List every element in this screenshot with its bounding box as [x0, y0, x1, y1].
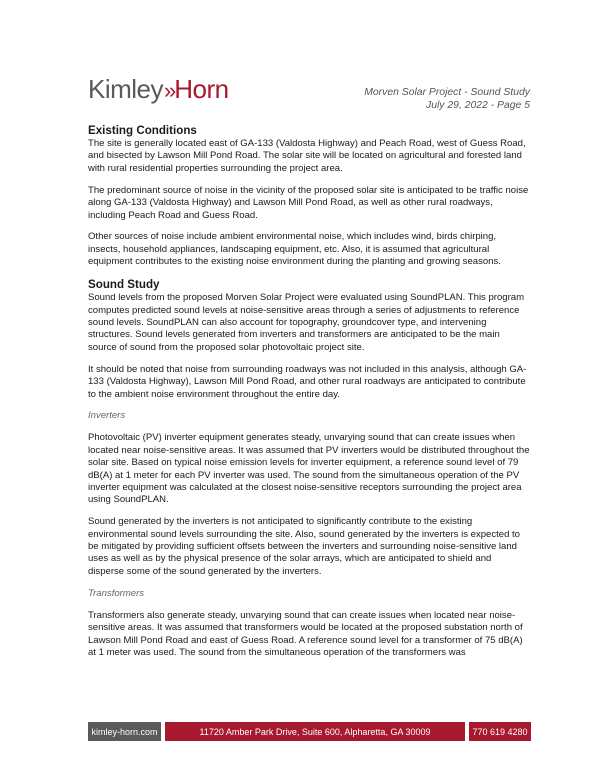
- document-body: [88, 124, 530, 669]
- date-page: July 29, 2022 - Page 5: [426, 100, 530, 111]
- footer-phone: 770 619 4280: [469, 722, 531, 741]
- paragraph: Photovoltaic (PV) inverter equipment generates steady, unvarying sound that can create issues when located near noise-sensitive areas. It was assumed that PV inverters would be distributed throughout the solar site. Based on typical noise emission levels for inverter equipment, a reference sound level of 79 dB(A) at 1 meter for each PV inverter was used. The sound from the simultaneous operation of the PV inverter equipment was calculated at the closest noise-sensitive receptors surrounding the project area using SoundPLAN.: [88, 432, 530, 506]
- page-header-info: [364, 86, 530, 112]
- logo-text-kimley: Kimley: [88, 74, 164, 104]
- logo-arrows-icon: »: [164, 78, 174, 103]
- subheading-transformers: Transformers: [88, 587, 145, 599]
- company-logo: [88, 74, 229, 106]
- subheading-inverters: Inverters: [88, 410, 126, 422]
- paragraph: Other sources of noise include ambient environmental noise, which includes wind, birds chirping, insects, household appliances, landscaping equipment, etc. Also, it is assumed that agricultural equipment contributes to the existing noise environment during the planting and growing seasons.: [88, 231, 501, 268]
- footer-website: kimley-horn.com: [88, 722, 161, 741]
- section-heading-sound-study: Sound Study: [88, 278, 160, 292]
- footer-address: 11720 Amber Park Drive, Suite 600, Alpharetta, GA 30009: [165, 722, 465, 741]
- paragraph: Sound levels from the proposed Morven Solar Project were evaluated using SoundPLAN. This program computes predicted sound levels at noise-sensitive areas through a series of adjustments to reference sound levels. SoundPLAN can also account for topography, groundcover type, and intervening structures. Sound levels generated from inverters and transformers are anticipated to be the main source of sound from the proposed solar photovoltaic project site.: [88, 292, 525, 353]
- logo-text-horn: Horn: [174, 74, 229, 104]
- paragraph: Sound generated by the inverters is not anticipated to significantly contribute to the existing environmental sound levels surrounding the site. Also, sound generated by the inverters is expected to be mitigated by providing sufficient offsets between the inverters and surrounding noise-sensitive land uses as well as by the physical presence of the solar arrays, which are anticipated to shield and disperse some of the sound generated by the inverters.: [88, 516, 520, 577]
- page-footer: [88, 722, 531, 741]
- paragraph: It should be noted that noise from surrounding roadways was not included in this analysis, although GA-133 (Valdosta Highway), Lawson Mill Pond Road, and other rural roadways are anticipated to contribute to the ambient noise environment throughout the entire day.: [88, 363, 527, 400]
- paragraph: The site is generally located east of GA-133 (Valdosta Highway) and Peach Road, west of Guess Road, and bisected by Lawson Mill Pond Road. The solar site will be located on agricultural and forested land with rural residential properties surrounding the project area.: [88, 138, 526, 174]
- paragraph: The predominant source of noise in the vicinity of the proposed solar site is anticipated to be traffic noise along GA-133 (Valdosta Highway) and Lawson Mill Pond Road, as well as other rural roadways, including Peach Road and Guess Road.: [88, 184, 529, 221]
- paragraph: Transformers also generate steady, unvarying sound that can create issues when located near noise-sensitive areas. It was assumed that transformers would be located at the proposed substation north of Lawson Mill Pond Road and east of Guess Road. A reference sound level for a transformer of 75 dB(A) at 1 meter was used. The sound from the simultaneous operation of the transformers was: [88, 609, 523, 658]
- project-title: Morven Solar Project - Sound Study: [364, 87, 530, 98]
- section-heading-existing-conditions: Existing Conditions: [88, 124, 197, 137]
